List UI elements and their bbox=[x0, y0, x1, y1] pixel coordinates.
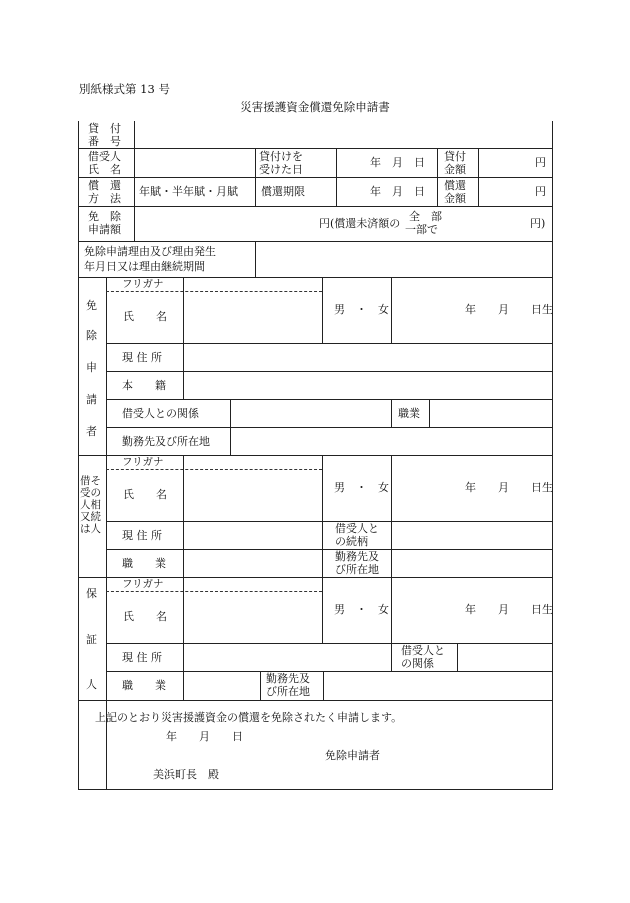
rule bbox=[230, 399, 231, 427]
rule bbox=[255, 148, 256, 206]
guarantor-side-label: 人 bbox=[86, 678, 97, 691]
rule bbox=[78, 241, 553, 242]
borrower-label: 借受人 bbox=[88, 150, 121, 163]
workplace-label: 勤務先及 bbox=[335, 550, 379, 563]
rule bbox=[429, 399, 430, 427]
rule bbox=[391, 399, 392, 427]
rule bbox=[336, 148, 337, 206]
received-date-label: 受けた日 bbox=[259, 163, 303, 176]
address-label: 現 住 所 bbox=[122, 651, 162, 664]
rule bbox=[134, 121, 135, 241]
rule bbox=[106, 671, 553, 672]
relation-label: 借受人との関係 bbox=[122, 407, 199, 420]
rule bbox=[183, 343, 184, 399]
rule bbox=[437, 148, 438, 206]
applicant-side-label: 除 bbox=[86, 329, 97, 342]
exemption-amount-end: 円) bbox=[530, 217, 546, 230]
occupation-label: 職 業 bbox=[122, 557, 166, 570]
rule bbox=[260, 671, 261, 700]
yen-unit: 円 bbox=[535, 185, 546, 198]
rule bbox=[106, 371, 553, 372]
rule bbox=[78, 206, 553, 207]
heir-side-label: 受の bbox=[80, 487, 101, 499]
rule bbox=[391, 577, 392, 643]
rule bbox=[106, 427, 553, 428]
application-date: 年 月 日 bbox=[166, 730, 243, 743]
furigana-label: フリガナ bbox=[122, 578, 164, 590]
rule bbox=[106, 549, 553, 550]
furigana-rule bbox=[106, 591, 322, 592]
yen-unit: 円 bbox=[535, 156, 546, 169]
loan-number-label: 番 号 bbox=[88, 135, 121, 148]
relation-label: の続柄 bbox=[335, 535, 368, 548]
workplace-label: び所在地 bbox=[335, 563, 379, 576]
applicant-side-label: 請 bbox=[86, 393, 97, 406]
repay-method-options: 年賦・半年賦・月賦 bbox=[139, 185, 238, 198]
name-label: 氏 名 bbox=[123, 610, 167, 623]
form-number: 別紙様式第 13 号 bbox=[79, 82, 170, 96]
rule bbox=[183, 577, 184, 700]
all-option: 全 部 bbox=[409, 210, 442, 223]
furigana-label: フリガナ bbox=[122, 278, 164, 290]
rule bbox=[78, 700, 553, 701]
sex-options: 男 ・ 女 bbox=[334, 603, 389, 616]
rule bbox=[78, 148, 553, 149]
name-label: 氏 名 bbox=[123, 310, 167, 323]
workplace-label: び所在地 bbox=[266, 685, 310, 698]
reason-label: 年月日又は理由継続期間 bbox=[84, 260, 205, 273]
heir-side-label: 借そ bbox=[80, 475, 101, 487]
rule bbox=[322, 577, 323, 643]
rule bbox=[255, 241, 256, 277]
borrower-label: 氏 名 bbox=[88, 163, 121, 176]
repaid-amount-label: 償還 bbox=[444, 179, 466, 192]
applicant-signature-label: 免除申請者 bbox=[325, 749, 380, 762]
reason-label: 免除申請理由及び理由発生 bbox=[84, 245, 216, 258]
rule bbox=[78, 177, 553, 178]
sex-options: 男 ・ 女 bbox=[334, 481, 389, 494]
repay-period-label: 償還期限 bbox=[261, 185, 305, 198]
rule bbox=[106, 399, 553, 400]
sex-options: 男 ・ 女 bbox=[334, 303, 389, 316]
form-title: 災害援護資金償還免除申請書 bbox=[240, 100, 390, 114]
heir-side-label: 人相 bbox=[80, 499, 101, 511]
birth-date: 年 月 日生 bbox=[465, 481, 553, 494]
rule bbox=[322, 455, 323, 577]
birth-date: 年 月 日生 bbox=[465, 603, 553, 616]
name-label: 氏 名 bbox=[123, 488, 167, 501]
furigana-rule bbox=[106, 469, 322, 470]
exemption-amount-label: 申請額 bbox=[88, 223, 121, 236]
repay-method-label: 償 還 bbox=[88, 179, 121, 192]
rule bbox=[322, 277, 323, 343]
applicant-side-label: 免 bbox=[86, 299, 97, 312]
loan-amount-label: 金額 bbox=[444, 163, 466, 176]
relation-label: 借受人と bbox=[401, 644, 445, 657]
rule bbox=[106, 521, 553, 522]
loan-number-label: 貸 付 bbox=[88, 122, 121, 135]
applicant-side-label: 者 bbox=[86, 425, 97, 438]
repay-period-value: 年 月 日 bbox=[370, 185, 425, 198]
rule bbox=[457, 643, 458, 671]
repay-method-label: 方 法 bbox=[88, 192, 121, 205]
domicile-label: 本 籍 bbox=[122, 379, 166, 392]
workplace-label: 勤務先及び所在地 bbox=[122, 435, 210, 448]
relation-label: 借受人と bbox=[335, 522, 379, 535]
applicant-side-label: 申 bbox=[86, 361, 97, 374]
part-option: 一部で bbox=[405, 223, 438, 236]
guarantor-side-label: 保 bbox=[86, 587, 97, 600]
border-bottom bbox=[78, 789, 553, 790]
rule bbox=[391, 455, 392, 577]
address-label: 現 住 所 bbox=[122, 529, 162, 542]
repaid-amount-label: 金額 bbox=[444, 192, 466, 205]
furigana-label: フリガナ bbox=[122, 456, 164, 468]
rule bbox=[106, 343, 553, 344]
rule bbox=[183, 277, 184, 343]
birth-date: 年 月 日生 bbox=[465, 303, 553, 316]
rule bbox=[183, 455, 184, 577]
furigana-rule bbox=[106, 291, 322, 292]
rule bbox=[391, 277, 392, 343]
workplace-label: 勤務先及 bbox=[266, 672, 310, 685]
occupation-label: 職業 bbox=[398, 407, 420, 420]
heir-side-label: 又続 bbox=[80, 511, 101, 523]
relation-label: の関係 bbox=[401, 657, 434, 670]
occupation-label: 職 業 bbox=[122, 679, 166, 692]
guarantor-side-label: 証 bbox=[86, 633, 97, 646]
heir-side-label: は人 bbox=[80, 523, 101, 535]
received-date-label: 貸付けを bbox=[259, 150, 303, 163]
application-form bbox=[78, 121, 553, 790]
rule bbox=[230, 427, 231, 455]
exemption-amount-label: 免 除 bbox=[88, 210, 121, 223]
address-label: 現 住 所 bbox=[122, 351, 162, 364]
received-date-value: 年 月 日 bbox=[370, 156, 425, 169]
addressee: 美浜町長 殿 bbox=[153, 768, 219, 781]
rule bbox=[106, 643, 553, 644]
statement: 上記のとおり災害援護資金の償還を免除されたく申請します。 bbox=[95, 711, 403, 724]
exemption-amount-text: 円(償還未済額の bbox=[319, 217, 401, 230]
rule bbox=[323, 671, 324, 700]
rule bbox=[478, 148, 479, 206]
rule bbox=[391, 643, 392, 671]
loan-amount-label: 貸付 bbox=[444, 150, 466, 163]
